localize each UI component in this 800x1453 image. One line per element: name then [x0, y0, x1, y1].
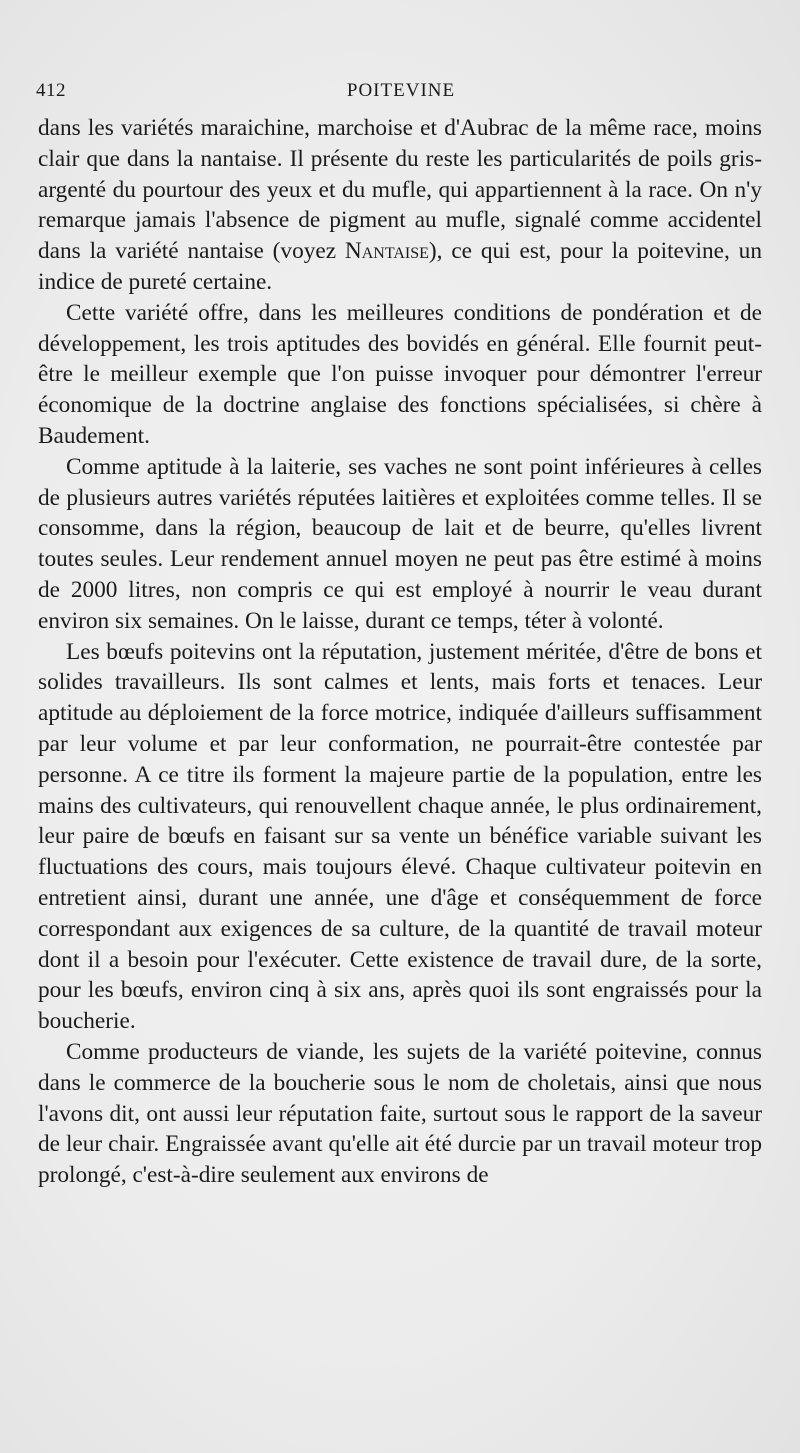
- paragraph-4: Les bœufs poitevins ont la réputation, justement méritée, d'être de bons et solides travailleurs. Ils sont calmes et lents, mais forts et tenaces. Leur aptitude au déploiement de la force motrice, indiquée d'ailleurs suffisamment par leur volume et par leur conformation, ne pourrait-être contestée par personne. A ce titre ils forment la majeure partie de la population, entre les mains des cultivateurs, qui renouvellent chaque année, le plus ordinairement, leur paire de bœufs en faisant sur sa vente un bénéfice variable suivant les fluctuations des cours, mais toujours élevé. Chaque cultivateur poitevin en entretient ainsi, durant une année, une d'âge et conséquemment de force correspondant aux exigences de sa culture, de la quantité de travail moteur dont il a besoin pour l'exécuter. Cette existence de travail dure, de la sorte, pour les bœufs, environ cinq à six ans, après quoi ils sont engraissés pour la boucherie.: [38, 638, 762, 1035]
- page-number: 412: [36, 80, 66, 101]
- paragraph-5: Comme producteurs de viande, les sujets de la variété poitevine, connus dans le commerce de la boucherie sous le nom de choletais, ainsi que nous l'avons dit, ont aussi leur réputation faite, surtout sous le rapport de la saveur de leur chair. Engraissée avant qu'elle ait été durcie par un travail moteur trop prolongé, c'est-à-dire seulement aux environs de: [38, 1038, 762, 1189]
- cross-reference-nantaise: Nantaise: [344, 238, 429, 265]
- paragraph-3: Comme aptitude à la laiterie, ses vaches ne sont point inférieures à celles de plusieurs autres variétés réputées laitières et exploitées comme telles. Il se consomme, dans la région, beaucoup de lait et de beurre, qu'elles livrent toutes seules. Leur rendement annuel moyen ne peut pas être estimé à moins de 2000 litres, non compris ce qui est employé à nourrir le veau durant environ six semaines. On le laisse, durant ce temps, téter à volonté.: [38, 453, 762, 634]
- running-title: POITEVINE: [346, 80, 456, 101]
- paragraph-1: [38, 113, 762, 298]
- paragraph-1-text: dans les variétés maraichine, marchoise et d'Aubrac de la même race, moins clair que dans la nantaise. Il présente du reste les particularités de poils gris-argenté du pourtour des yeux et du mufle, qui appartiennent à la race. On n'y remarque jamais l'absence de pigment au mufle, signalé comme accidentel dans la variété nantaise (voyez: [38, 115, 762, 265]
- body-text: [38, 113, 762, 1191]
- running-head: [36, 80, 766, 108]
- paragraph-1-text-end: ), ce qui est, pour la poitevine, un indice de pureté certaine.: [38, 238, 762, 295]
- paragraph-2: Cette variété offre, dans les meilleures conditions de pondération et de développement, les trois aptitudes des bovidés en général. Elle fournit peut-être le meilleur exemple que l'on puisse invoquer pour démontrer l'erreur économique de la doctrine anglaise des fonctions spécialisées, si chère à Baudement.: [38, 299, 762, 449]
